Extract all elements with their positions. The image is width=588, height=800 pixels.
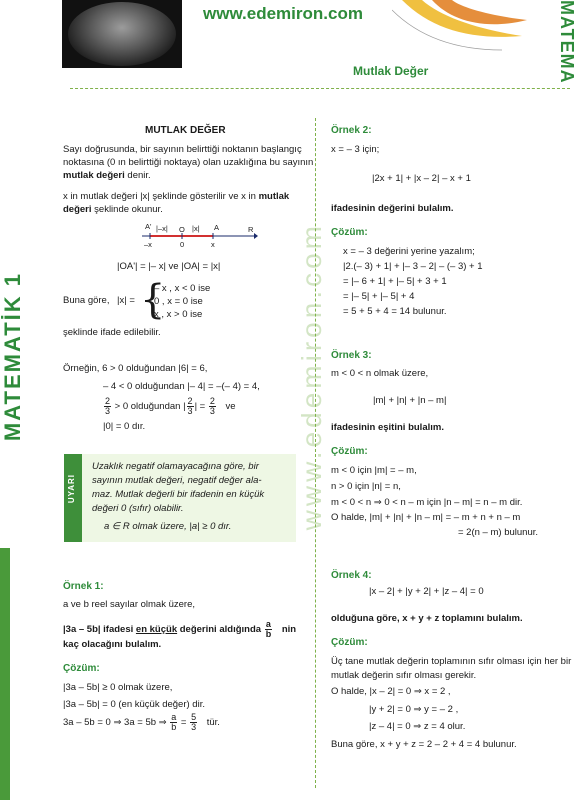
- cozum-3-line-1: m < 0 için |m| = – m,: [331, 465, 417, 476]
- ornek-1-question-2: kaç olacağını bulalım.: [63, 639, 162, 650]
- warning-line-3: maz. Mutlak değerli bir ifadenin en küçük: [92, 489, 265, 500]
- ornek-3-ask: ifadesinin eşitini bulalım.: [331, 422, 444, 433]
- cozum-3-line-4: O halde, |m| + |n| + |n – m| = – m + n + n – m: [331, 512, 521, 523]
- cozum-2-line-1: x = – 3 değerini yerine yazalım;: [343, 246, 475, 257]
- header-divider: [70, 88, 570, 89]
- nl-label-a: A: [214, 223, 220, 232]
- cozum-4-title: Çözüm:: [331, 637, 368, 648]
- definition-line-2: [63, 203, 163, 216]
- cozum-4-line-2: mutlak değerin sıfır olması gerekir.: [331, 670, 477, 681]
- column-divider: [315, 118, 316, 788]
- cases-brace: {: [140, 277, 166, 323]
- ornek-2-expr: |2x + 1| + |x – 2| – x + 1: [372, 173, 471, 184]
- q-underlined: en küçük: [135, 624, 178, 636]
- example-line-3: [103, 397, 236, 417]
- cozum-1-line-1: |3a – 5b| ≥ 0 olmak üzere,: [63, 682, 173, 693]
- nl-label-zero: 0: [180, 240, 185, 249]
- cozum-3-line-2: n > 0 için |n| = n,: [331, 481, 401, 492]
- def-text-b: |x|: [140, 191, 150, 202]
- nl-label-r: R: [248, 225, 254, 234]
- s3-end: tür.: [206, 717, 220, 728]
- def-text-e: in: [248, 191, 256, 202]
- def-text-a: x in mutlak değeri: [63, 191, 138, 202]
- intro-end: denir.: [127, 170, 151, 181]
- page-title: MUTLAK DEĞER: [145, 125, 226, 136]
- ornek-4-ask: olduğuna göre, x + y + z toplamını bulalım.: [331, 613, 523, 624]
- warning-line-4: değeri 0 (sıfır) olabilir.: [92, 503, 184, 514]
- cozum-4-line-3: O halde, |x – 2| = 0 ⇒ x = 2 ,: [331, 686, 451, 697]
- def-bold: değeri: [63, 204, 92, 215]
- example-line-4: |0| = 0 dır.: [103, 421, 146, 432]
- q-part-c: nin: [281, 624, 297, 636]
- s3-frac-1: $\frac{a}{b}$: [171, 711, 177, 732]
- def-text-d: x: [241, 191, 246, 202]
- cozum-2-line-2: |2.(– 3) + 1| + |– 3 – 2| – (– 3) + 1: [343, 261, 483, 272]
- definition-line-1: [63, 190, 289, 203]
- buna-gore: Buna göre,: [63, 295, 110, 306]
- section-title: Mutlak Değer: [353, 64, 429, 78]
- cozum-4-line-6: Buna göre, x + y + z = 2 – 2 + 4 = 4 bulunur.: [331, 739, 517, 750]
- cozum-2-line-4: = |– 5| + |– 5| + 4: [343, 291, 415, 302]
- nl-label-abs-x: |x|: [192, 224, 200, 233]
- def-text-2: şeklinde okunur.: [94, 204, 163, 215]
- q-part-a: |3a – 5b| ifadesi: [63, 624, 134, 636]
- ornek-1-question: [63, 620, 296, 640]
- nl-label-o: O: [179, 225, 185, 234]
- ornek-4-expr: |x – 2| + |y + 2| + |z – 4| = 0: [369, 586, 484, 597]
- side-label: MATEMATİK 1: [0, 272, 25, 442]
- oa-line: |OA'| = |– x| ve |OA| = |x|: [117, 261, 221, 272]
- header-binary-globe-image: [62, 0, 182, 68]
- cozum-1-title: Çözüm:: [63, 663, 100, 674]
- q-fraction: $\frac{a}{b}$: [265, 619, 272, 639]
- def-text-c: şeklinde gösterilir ve: [152, 191, 239, 202]
- nl-label-a-prime: A': [145, 222, 152, 231]
- ornek-4-title: Örnek 4:: [331, 570, 372, 581]
- case-3: x , x > 0 ise: [154, 309, 203, 320]
- q-part-b: değerini aldığında: [179, 624, 262, 636]
- s3-text: 3a – 5b = 0 ⇒ 3a = 5b ⇒: [63, 717, 167, 728]
- s3-frac-2: $\frac{5}{3}$: [191, 711, 197, 732]
- cozum-3-line-3: m < 0 < n ⇒ 0 < n – m için |n – m| = n – m dir.: [331, 497, 523, 508]
- ornek-2-ask: ifadesinin değerini bulalım.: [331, 203, 454, 214]
- seklinde-line: şeklinde ifade edilebilir.: [63, 327, 161, 338]
- example-line-1: Örneğin, 6 > 0 olduğundan |6| = 6,: [63, 363, 208, 374]
- ornek-2-given: x = – 3 için;: [331, 144, 380, 155]
- ex3-ve: ve: [225, 401, 236, 413]
- case-1: – x , x < 0 ise: [154, 283, 211, 294]
- nl-label-neg-x: –x: [144, 240, 152, 249]
- ex3-text: > 0 olduğundan: [114, 401, 181, 413]
- ornek-1-line-1: a ve b reel sayılar olmak üzere,: [63, 599, 196, 610]
- cozum-2-title: Çözüm:: [331, 227, 368, 238]
- warning-line-1: Uzaklık negatif olamayacağına göre, bir: [92, 461, 259, 472]
- warning-line-2: sayının mutlak değeri, negatif değer ala-: [92, 475, 262, 486]
- cozum-1-line-2: |3a – 5b| = 0 (en küçük değer) dir.: [63, 699, 205, 710]
- def-text-f: mutlak: [258, 191, 290, 202]
- ornek-2-title: Örnek 2:: [331, 125, 372, 136]
- cozum-4-line-1: Üç tane mutlak değerin toplamının sıfır olması için her bir: [331, 656, 572, 667]
- ex3-fraction: $\frac{2}{3}$: [105, 396, 111, 416]
- intro-line-3: [63, 169, 151, 182]
- abs-x-equals: |x| =: [117, 295, 135, 306]
- cozum-2-line-5: = 5 + 5 + 4 = 14 bulunur.: [343, 306, 447, 317]
- intro-bold: mutlak değeri: [63, 170, 125, 181]
- watermark: www.edemiron.com: [296, 222, 327, 531]
- site-url[interactable]: www.edemiron.com: [203, 4, 363, 23]
- ornek-3-title: Örnek 3:: [331, 350, 372, 361]
- subject-vertical-label: MATEMA: [557, 0, 577, 84]
- ex3-abs-frac: | $\frac{2}{3}$ | = $\frac{2}{3}$: [183, 396, 215, 416]
- case-2: 0 , x = 0 ise: [154, 296, 203, 307]
- warning-line-5: a ∈ R olmak üzere, |a| ≥ 0 dır.: [104, 521, 232, 532]
- cozum-3-title: Çözüm:: [331, 446, 368, 457]
- example-line-2: – 4 < 0 olduğundan |– 4| = –(– 4) = 4,: [103, 381, 260, 392]
- intro-line-2: noktasına (0 ın belirttiği noktaya) olan uzaklığına bu sayının: [63, 157, 314, 168]
- warning-label: UYARI: [67, 474, 76, 504]
- nl-label-abs-neg-x: |–x|: [156, 224, 168, 233]
- feather-decoration: [392, 0, 532, 52]
- cozum-2-line-3: = |– 6 + 1| + |– 5| + 3 + 1: [343, 276, 447, 287]
- number-line-diagram: [138, 222, 258, 252]
- cozum-1-line-3: 3a – 5b = 0 ⇒ 3a = 5b ⇒ $\frac{a}{b}$ = $\frac{5}{3}$ tür.: [63, 711, 220, 732]
- cozum-3-line-5: = 2(n – m) bulunur.: [458, 527, 539, 538]
- nl-label-x: x: [211, 240, 215, 249]
- ornek-1-title: Örnek 1:: [63, 581, 104, 592]
- ornek-3-expr: |m| + |n| + |n – m|: [373, 395, 447, 406]
- intro-line-1: Sayı doğrusunda, bir sayının belirttiği noktanın başlangıç: [63, 144, 302, 155]
- side-tab: [0, 548, 10, 800]
- ornek-3-given: m < 0 < n olmak üzere,: [331, 368, 429, 379]
- cozum-4-line-4: |y + 2| = 0 ⇒ y = – 2 ,: [369, 704, 459, 715]
- cozum-4-line-5: |z – 4| = 0 ⇒ z = 4 olur.: [369, 721, 466, 732]
